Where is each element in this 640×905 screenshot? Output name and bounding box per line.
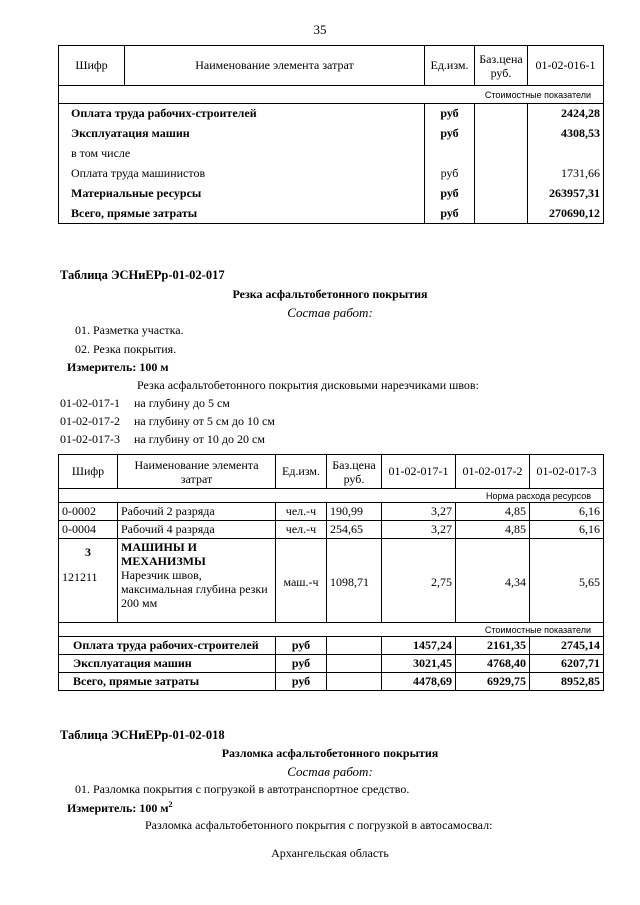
- cost-name: Оплата труда рабочих-строителей: [59, 637, 276, 655]
- cost-unit: руб: [276, 655, 327, 673]
- table-row: [59, 204, 604, 224]
- variant-1-code: 01-02-017-1: [60, 396, 120, 410]
- row-value: 2424,28: [528, 104, 604, 124]
- table-row: [59, 164, 604, 184]
- row-price: 190,99: [327, 503, 382, 521]
- row-price: [475, 124, 528, 144]
- row-unit: руб: [425, 124, 475, 144]
- step-018-1: 01. Разломка покрытия с погрузкой в автотранспортное средство.: [75, 782, 410, 796]
- table-row: [59, 637, 604, 655]
- row-unit: [425, 144, 475, 164]
- row-price: [475, 164, 528, 184]
- page-number: 35: [313, 22, 327, 37]
- variant-2-text: на глубину от 5 см до 10 см: [134, 414, 275, 428]
- row-value-1: 3,27: [382, 521, 456, 539]
- row-name: Оплата труда рабочих-строителей: [59, 104, 425, 124]
- row-code: 0-0002: [59, 503, 118, 521]
- composition-label-017: Состав работ:: [287, 305, 373, 320]
- cost-unit: руб: [276, 637, 327, 655]
- row-value-2: 4,85: [456, 521, 530, 539]
- variant-1-text: на глубину до 5 см: [134, 396, 230, 410]
- header-unit: Ед.изм.: [425, 46, 475, 86]
- cost-price: [327, 673, 382, 691]
- cost-name: Всего, прямые затраты: [59, 673, 276, 691]
- norm-label: Норма расхода ресурсов: [59, 489, 604, 503]
- header-code: Шифр: [59, 46, 125, 86]
- table-title-018: Таблица ЭСНиЕРр-01-02-018: [60, 728, 225, 742]
- table-row: [59, 521, 604, 539]
- row-value-1: 3,27: [382, 503, 456, 521]
- row-value: [528, 144, 604, 164]
- table-row-machines: [59, 539, 604, 623]
- machines-value-3: 5,65: [530, 539, 604, 623]
- header-col-3: 01-02-017-3: [530, 455, 604, 489]
- header-price: Баз.цена руб.: [475, 46, 528, 86]
- meter-018-sup: 2: [168, 800, 173, 809]
- machines-value-1: 2,75: [382, 539, 456, 623]
- row-value-3: 6,16: [530, 521, 604, 539]
- machines-subcode: 121211: [62, 570, 98, 584]
- row-value: 1731,66: [528, 164, 604, 184]
- cost-value-1: 3021,45: [382, 655, 456, 673]
- row-value: 270690,12: [528, 204, 604, 224]
- row-name: Оплата труда машинистов: [59, 164, 425, 184]
- description-017: Резка асфальтобетонного покрытия дисковыми нарезчиками швов:: [137, 378, 479, 392]
- cost-price: [327, 655, 382, 673]
- cost-price: [327, 637, 382, 655]
- row-unit: руб: [425, 164, 475, 184]
- cost-value-1: 1457,24: [382, 637, 456, 655]
- table-row: [59, 144, 604, 164]
- header-code: Шифр: [59, 455, 118, 489]
- table-row: [59, 673, 604, 691]
- meter-017: Измеритель: 100 м: [67, 360, 169, 374]
- row-price: [475, 104, 528, 124]
- row-unit: руб: [425, 104, 475, 124]
- cost-value-3: 8952,85: [530, 673, 604, 691]
- row-code: 0-0004: [59, 521, 118, 539]
- footer-region: Архангельская область: [271, 846, 389, 860]
- row-name: в том числе: [59, 144, 425, 164]
- table-row: [59, 184, 604, 204]
- row-unit: чел.-ч: [276, 503, 327, 521]
- machines-code: 3: [85, 545, 91, 559]
- header-name: Наименование элемента затрат: [125, 46, 425, 86]
- row-price: [475, 144, 528, 164]
- row-name: Материальные ресурсы: [59, 184, 425, 204]
- row-value-3: 6,16: [530, 503, 604, 521]
- table-row: [59, 655, 604, 673]
- cost-unit: руб: [276, 673, 327, 691]
- machines-title: МАШИНЫ И МЕХАНИЗМЫ: [121, 540, 206, 568]
- machines-name: Нарезчик швов, максимальная глубина резки 200 мм: [121, 568, 268, 610]
- work-title-018: Разломка асфальтобетонного покрытия: [221, 746, 439, 760]
- table-row: [59, 503, 604, 521]
- row-price: [475, 184, 528, 204]
- variant-2-code: 01-02-017-2: [60, 414, 120, 428]
- header-name: Наименование элемента затрат: [118, 455, 276, 489]
- row-unit: руб: [425, 204, 475, 224]
- table-row: [59, 124, 604, 144]
- description-018: Разломка асфальтобетонного покрытия с погрузкой в автосамосвал:: [145, 818, 493, 832]
- meter-018: [67, 800, 173, 816]
- cost-table-016: [58, 45, 604, 224]
- cost-value-1: 4478,69: [382, 673, 456, 691]
- header-col: 01-02-016-1: [528, 46, 604, 86]
- work-title-017: Резка асфальтобетонного покрытия: [232, 287, 428, 301]
- header-col-1: 01-02-017-1: [382, 455, 456, 489]
- meter-018-text: Измеритель: 100 м: [67, 801, 169, 815]
- cost-value-3: 2745,14: [530, 637, 604, 655]
- row-price: 254,65: [327, 521, 382, 539]
- section-label: Стоимостные показатели: [59, 86, 604, 104]
- row-price: [475, 204, 528, 224]
- cost-value-2: 2161,35: [456, 637, 530, 655]
- variant-3-text: на глубину от 10 до 20 см: [134, 432, 265, 446]
- resource-table-017: [58, 454, 604, 691]
- cost-value-2: 6929,75: [456, 673, 530, 691]
- machines-unit: маш.-ч: [276, 539, 327, 623]
- variant-3-code: 01-02-017-3: [60, 432, 120, 446]
- table-title-017: Таблица ЭСНиЕРр-01-02-017: [60, 268, 225, 282]
- cost-name: Эксплуатация машин: [59, 655, 276, 673]
- cost-value-2: 4768,40: [456, 655, 530, 673]
- header-price: Баз.цена руб.: [327, 455, 382, 489]
- row-name: Рабочий 2 разряда: [118, 503, 276, 521]
- machines-price: 1098,71: [327, 539, 382, 623]
- row-unit: руб: [425, 184, 475, 204]
- row-name: Эксплуатация машин: [59, 124, 425, 144]
- row-name: Рабочий 4 разряда: [118, 521, 276, 539]
- header-col-2: 01-02-017-2: [456, 455, 530, 489]
- cost-value-3: 6207,71: [530, 655, 604, 673]
- step-1: 01. Разметка участка.: [75, 323, 184, 337]
- row-name: Всего, прямые затраты: [59, 204, 425, 224]
- row-value: 4308,53: [528, 124, 604, 144]
- table-row: [59, 104, 604, 124]
- row-value-2: 4,85: [456, 503, 530, 521]
- cost-label: Стоимостные показатели: [59, 623, 604, 637]
- header-unit: Ед.изм.: [276, 455, 327, 489]
- step-2: 02. Резка покрытия.: [75, 342, 177, 356]
- composition-label-018: Состав работ:: [287, 764, 373, 779]
- machines-value-2: 4,34: [456, 539, 530, 623]
- row-value: 263957,31: [528, 184, 604, 204]
- row-unit: чел.-ч: [276, 521, 327, 539]
